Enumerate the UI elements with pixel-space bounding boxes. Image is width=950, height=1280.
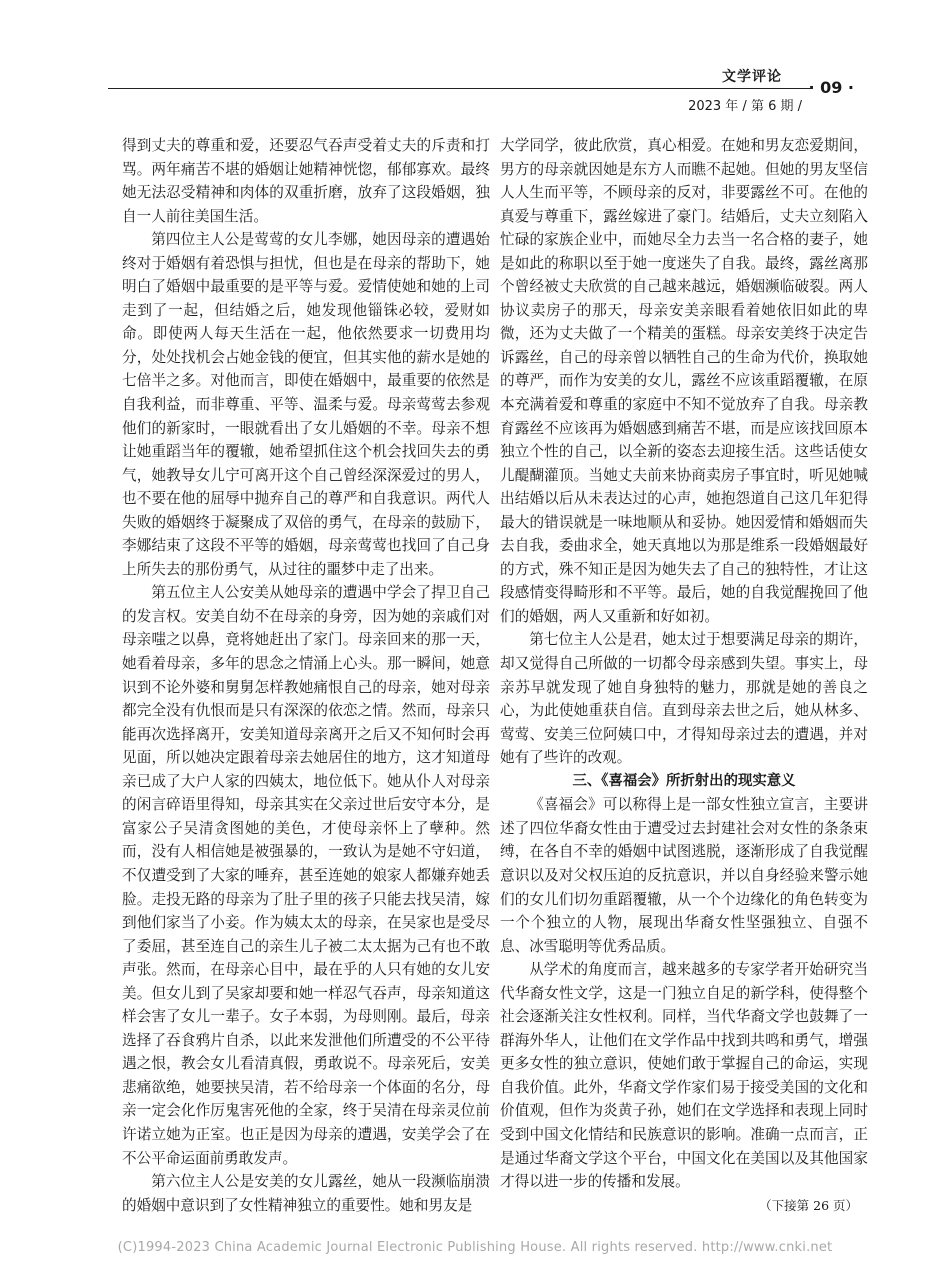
left-column (122, 134, 490, 1217)
paragraph: 第四位主人公是莺莺的女儿李娜，她因母亲的遭遇始终对于婚姻有着恐惧与担忧，但也是在母亲的帮助下，她明白了婚姻中最重要的是平等与爱。爱情使她和她的上司走到了一起，但结婚之后，她发现他锱铢必较，爱财如命。即使两人每天生活在一起，他依然要求一切费用均分，处处找机会占她金钱的便宜，但其实他的薪水是她的七倍半之多。对他而言，即使在婚姻中，最重要的依然是自我利益，而非尊重、平等、温柔与爱。母亲莺莺去参观他们的新家时，一眼就看出了女儿婚姻的不幸。母亲不想让她重蹈当年的覆辙，她希望抓住这个机会找回失去的勇气，她教导女儿宁可离开这个自己曾经深深爱过的男人，也不要在他的屈辱中抛弃自己的尊严和自我意识。两代人失败的婚姻终于凝聚成了双倍的勇气，在母亲的鼓励下，李娜结束了这段不平等的婚姻，母亲莺莺也找回了自己身上所失去的那份勇气，从过往的噩梦中走了出来。 (122, 231, 490, 578)
continued-note: （下接第 26 页） (759, 1197, 858, 1213)
paragraph: 第七位主人公是君，她太过于想要满足母亲的期许，却又觉得自己所做的一切都令母亲感到失望。事实上，母亲苏早就发现了她自身独特的魅力，那就是她的善良之心，为此使她重获自信。直到母亲去世之后，她从林多、莺莺、安美三位阿姨口中，才得知母亲过去的遭遇，并对她有了些许的改观。 (500, 631, 868, 767)
paragraph: 第六位主人公是安美的女儿露丝，她从一段濒临崩溃的婚姻中意识到了女性精神独立的重要性。她和男友是 (122, 1173, 490, 1214)
section-heading: 三、《喜福会》所折射出的现实意义 (572, 772, 796, 789)
copyright-footer: (C)1994-2023 China Academic Journal Electronic Publishing House. All rights reserved. http://www.cnki.net (117, 1240, 833, 1255)
paragraph: 第五位主人公安美从她母亲的遭遇中学会了捍卫自己的发言权。安美自幼不在母亲的身旁，因为她的亲戚们对母亲嗤之以鼻，竟将她赶出了家门。母亲回来的那一天，她看着母亲，多年的思念之情涌上心头。那一瞬间，她意识到不论外婆和舅舅怎样教她痛恨自己的母亲，她对母亲都完全没有仇恨而是只有深深的依恋之情。然而，母亲只能再次选择离开，安美知道母亲离开之后又不知何时会再见面，所以她决定跟着母亲去她居住的地方，这才知道母亲已成了大户人家的四姨太，地位低下。她从仆人对母亲的闲言碎语里得知，母亲其实在父亲过世后安守本分，是富家公子吴清贪图她的美色，才使母亲怀上了孽种。然而，没有人相信她是被强暴的，一致认为是她不守妇道，不仅遭受到了大家的唾弃，甚至连她的娘家人都嫌弃她丢脸。走投无路的母亲为了肚子里的孩子只能去找吴清，嫁到他们家当了小妾。作为姨太太的母亲，在吴家也是受尽了委屈，甚至连自己的亲生儿子被二太太据为己有也不敢声张。然而，在母亲心目中，最在乎的人只有她的女儿安美。但女儿到了吴家却要和她一样忍气吞声，母亲知道这样会害了女儿一辈子。女子本弱，为母则刚。最后，母亲选择了吞食鸦片自杀，以此来发泄他们所遭受的不公平待遇之恨，教会女儿看清真假，勇敢说不。母亲死后，安美悲痛欲绝，她要挟吴清，若不给母亲一个体面的名分，母亲一定会化作厉鬼害死他的全家，终于吴清在母亲灵位前许诺立她为正室。也正是因为母亲的遭遇，安美学会了在不公平命运面前勇敢发声。 (122, 584, 490, 1167)
paragraph: 大学同学，彼此欣赏，真心相爱。在她和男友恋爱期间，男方的母亲就因她是东方人而瞧不起她。但她的男友坚信人人生而平等，不顾母亲的反对，非要露丝不可。在他的真爱与尊重下，露丝嫁进了豪门。结婚后，丈夫立刻陷入忙碌的家族企业中，而她尽全力去当一名合格的妻子，她是如此的称职以至于她一度迷失了自我。最终，露丝离那个曾经被丈夫欣赏的自己越来越远，婚姻濒临破裂。两人协议卖房子的那天，母亲安美亲眼看着她依旧如此的卑微，还为丈夫做了一个精美的蛋糕。母亲安美终于决定告诉露丝，自己的母亲曾以牺牲自己的生命为代价，换取她的尊严，而作为安美的女儿，露丝不应该重蹈覆辙，在原本充满着爱和尊重的家庭中不知不觉放弃了自我。母亲教育露丝不应该再为婚姻感到痛苦不堪，而是应该找回原本独立个性的自己，以全新的姿态去迎接生活。这些话使女儿醍醐灌顶。当她丈夫前来协商卖房子事宜时，听见她喊出结婚以后从未表达过的心声，她抱怨道自己这几年犯得最大的错误就是一味地顺从和妥协。她因爱情和婚姻而失去自我，委曲求全，她天真地以为那是维系一段婚姻最好的方式，殊不知正是因为她失去了自己的独特性，才让这段感情变得畸形和不平等。最后，她的自我觉醒挽回了他们的婚姻，两人又重新和好如初。 (500, 137, 868, 625)
header-rule (108, 88, 812, 89)
paragraph: 《喜福会》可以称得上是一部女性独立宣言，主要讲述了四位华裔女性由于遭受过去封建社会对女性的条条束缚，在各自不幸的婚姻中试图逃脱，逐渐形成了自我觉醒意识以及对父权压迫的反抗意识，并以自身经验来警示她们的女儿们切勿重蹈覆辙，从一个个边缘化的角色转变为一个个独立的人物，展现出华裔女性坚强独立、自强不息、冰雪聪明等优秀品质。 (500, 796, 868, 955)
right-column (500, 134, 868, 1217)
journal-title: 文学评论 (722, 69, 782, 85)
paragraph: 从学术的角度而言，越来越多的专家学者开始研究当代华裔女性文学，这是一门独立自足的新学科，使得整个社会逐渐关注女性权利。同样，当代华裔文学也鼓舞了一群海外华人，让他们在文学作品中找到共鸣和勇气，增强更多女性的独立意识，使她们敢于掌握自己的命运，实现自我价值。此外，华裔文学作家们易于接受美国的文化和价值观，但作为炎黄子孙，她们在文学选择和表现上同时受到中国文化情结和民族意识的影响。准确一点而言，正是通过华裔文学这个平台，中国文化在美国以及其他国家才得以进一步的传播和发展。 (500, 961, 868, 1191)
page-number: · 09 · (808, 78, 854, 97)
paragraph: 得到丈夫的尊重和爱，还要忍气吞声受着丈夫的斥责和打骂。两年痛苦不堪的婚姻让她精神恍惚，郁郁寡欢。最终她无法忍受精神和肉体的双重折磨，放弃了这段婚姻，独自一人前往美国生活。 (122, 137, 490, 225)
issue-info: 2023 年 / 第 6 期 / (688, 99, 802, 114)
